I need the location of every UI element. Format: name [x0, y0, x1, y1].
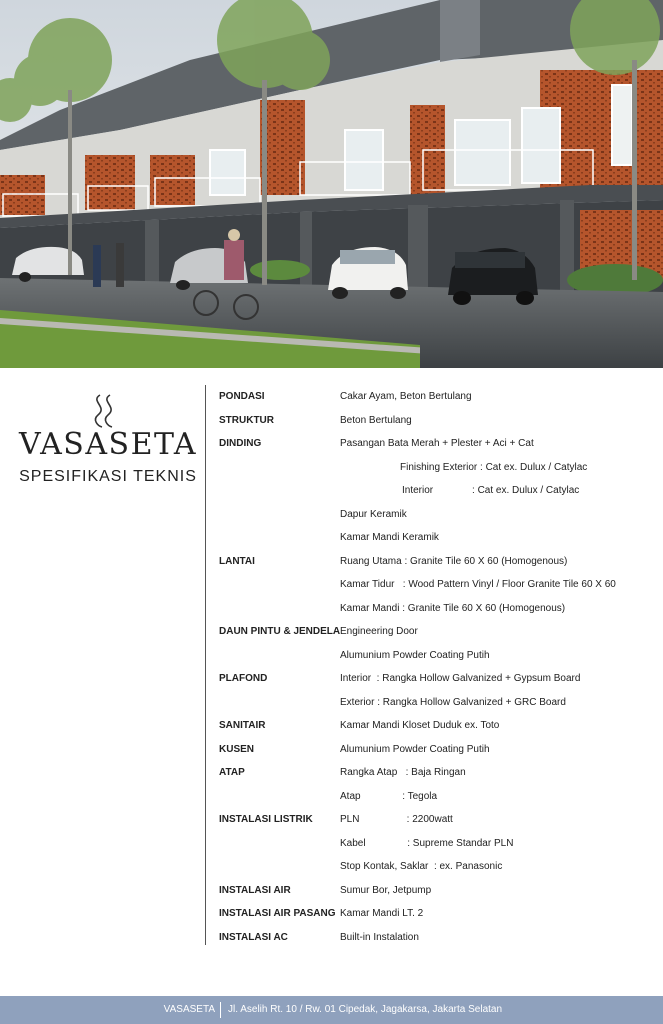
spec-value: Alumunium Powder Coating Putih — [340, 649, 490, 661]
footer-separator — [220, 1002, 221, 1018]
hero-rendering — [0, 0, 663, 368]
spec-value: Kamar Mandi Keramik — [340, 532, 439, 543]
brand-name: VASASETA — [19, 427, 197, 462]
spec-value: Beton Bertulang — [340, 414, 412, 426]
spec-value: Engineering Door — [340, 626, 418, 637]
spec-label: SANITAIR — [219, 720, 266, 731]
spec-value: Rangka Atap : Baja Ringan — [340, 767, 466, 778]
spec-divider — [205, 385, 206, 945]
spec-label: INSTALASI AIR — [219, 884, 291, 896]
spec-label: INSTALASI AIR PASANG — [219, 908, 336, 919]
spec-value: Cakar Ayam, Beton Bertulang — [340, 391, 472, 402]
footer-address: Jl. Aselih Rt. 10 / Rw. 01 Cipedak, Jagakarsa, Jakarta Selatan — [228, 1004, 503, 1015]
spec-value: Kamar Tidur : Wood Pattern Vinyl / Floor Granite Tile 60 X 60 — [340, 579, 616, 590]
spec-value: Pasangan Bata Merah + Plester + Aci + Cat — [340, 438, 534, 449]
spec-value: Alumunium Powder Coating Putih — [340, 743, 490, 755]
spec-label: DAUN PINTU & JENDELA — [219, 626, 341, 637]
spec-value: Stop Kontak, Saklar : ex. Panasonic — [340, 861, 503, 872]
spec-label: INSTALASI AC — [219, 931, 288, 943]
spec-label: PONDASI — [219, 391, 265, 402]
spec-value: Interior : Rangka Hollow Galvanized + Gypsum Board — [340, 673, 581, 684]
spec-label: STRUKTUR — [219, 414, 274, 426]
spec-value: Finishing Exterior : Cat ex. Dulux / Catylac — [400, 461, 588, 473]
spec-value: Kamar Mandi : Granite Tile 60 X 60 (Homogenous) — [340, 602, 566, 614]
spec-value: Atap : Tegola — [340, 790, 438, 802]
spec-value: Exterior : Rangka Hollow Galvanized + GRC Board — [340, 696, 566, 708]
footer-brand: VASASETA — [163, 1004, 215, 1015]
spec-label: DINDING — [219, 438, 262, 449]
spec-label: PLAFOND — [219, 673, 268, 684]
spec-value: Interior : Cat ex. Dulux / Catylac — [402, 485, 580, 496]
spec-label: ATAP — [219, 767, 245, 778]
spec-value: Sumur Bor, Jetpump — [340, 884, 432, 896]
spec-value: PLN : 2200watt — [340, 814, 453, 825]
spec-value: Kamar Mandi Kloset Duduk ex. Toto — [340, 720, 500, 731]
spec-label: KUSEN — [219, 743, 255, 755]
spec-value: Dapur Keramik — [340, 508, 407, 520]
spec-value: Kabel : Supreme Standar PLN — [340, 837, 514, 849]
footer-bar — [0, 996, 663, 1024]
spec-label: INSTALASI LISTRIK — [219, 814, 313, 825]
spec-value: Ruang Utama : Granite Tile 60 X 60 (Homogenous) — [340, 555, 568, 567]
brand-logo-icon — [88, 393, 122, 429]
brand-subtitle: SPESIFIKASI TEKNIS — [19, 468, 197, 485]
spec-value: Kamar Mandi LT. 2 — [340, 908, 424, 919]
spec-value: Built-in Instalation — [340, 931, 419, 943]
spec-label: LANTAI — [219, 555, 255, 567]
